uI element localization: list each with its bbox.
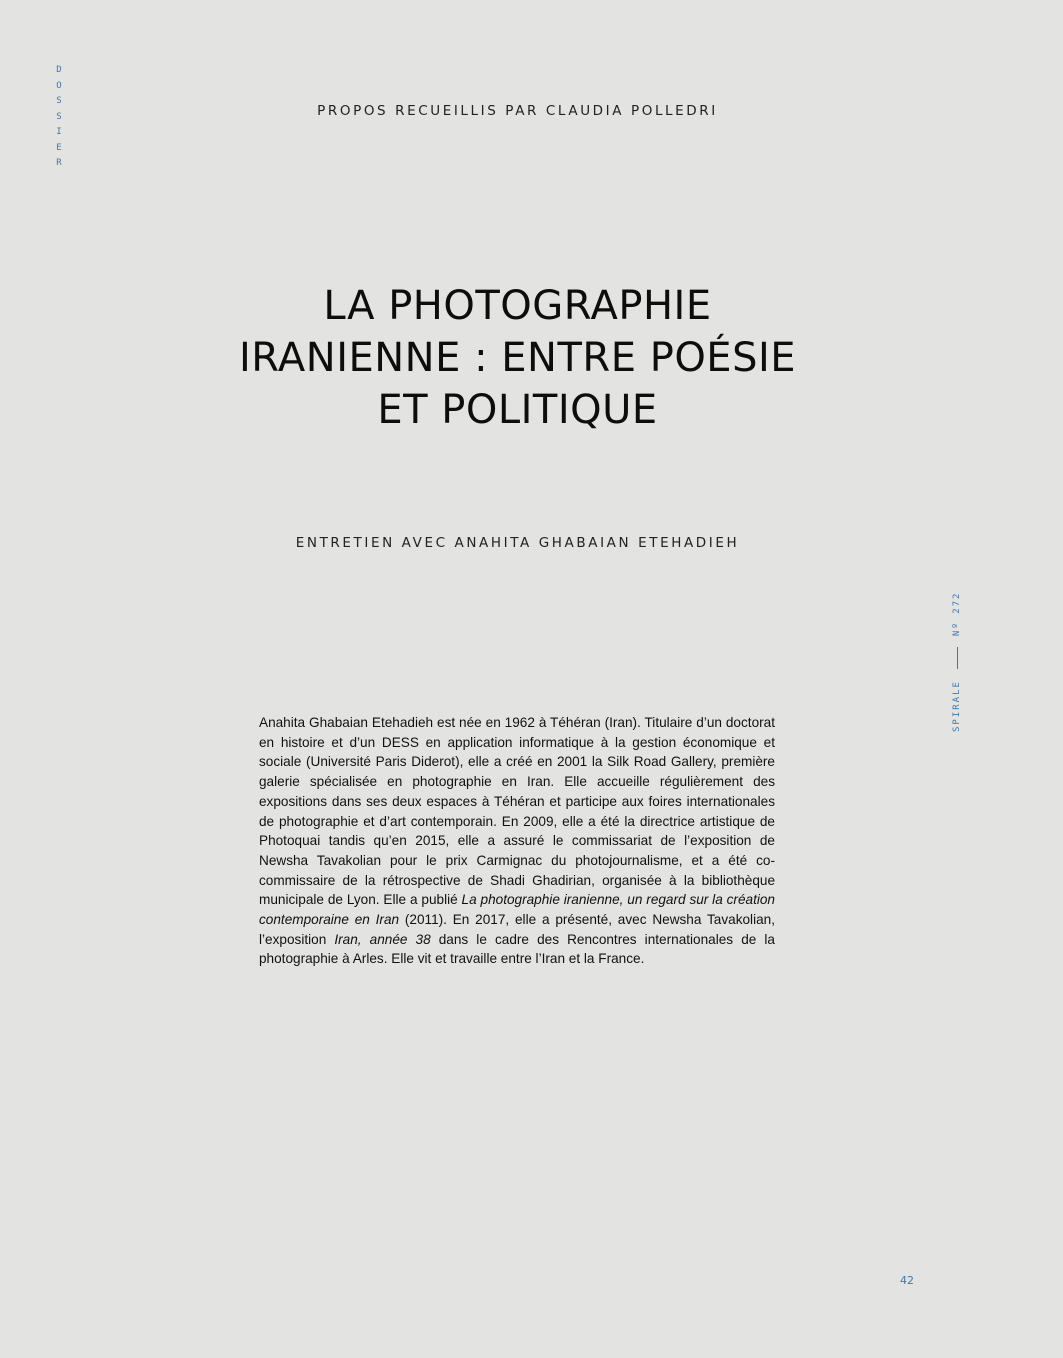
title-line: LA PHOTOGRAPHIE: [323, 283, 712, 329]
exhibition-title: Iran, année 38: [334, 931, 431, 947]
book-title: La photographie iranienne, un regard sur la création contemporaine en Iran: [259, 892, 775, 928]
page-number: 42: [900, 1274, 914, 1287]
section-letter: I: [56, 127, 62, 137]
title-line: IRANIENNE : ENTRE POÉSIE: [238, 335, 797, 381]
intro-paragraph: [259, 713, 775, 969]
section-letter: O: [56, 80, 62, 91]
title-line: ET POLITIQUE: [377, 387, 658, 433]
section-letter: S: [56, 111, 62, 122]
intro-text: dans le cadre des Rencontres internationales de la photographie à Arles. Elle vit et travaille entre l’Iran et la France.: [259, 931, 775, 967]
article-subtitle: ENTRETIEN AVEC ANAHITA GHABAIAN ETEHADIEH: [295, 535, 740, 551]
byline: PROPOS RECUEILLIS PAR CLAUDIA POLLEDRI: [317, 103, 718, 119]
section-letter: E: [56, 142, 62, 153]
article-title: [0, 280, 1035, 436]
intro-text: Anahita Ghabaian Etehadieh est née en 1962 à Téhéran (Iran). Titulaire d’un doctorat en histoire et d’un DESS en application informatique à la gestion économique et sociale (Université Paris Diderot), elle a créé en 2001 la Silk Road Gallery, première galerie spécialisée en photographie en Iran. Elle accueille régulièrement des expositions dans ses deux espaces à Téhéran et participe aux foires internationales de photographie et d’art contemporain. En 2009, elle a été la directrice artistique de Photoquai tandis qu’en 2015, elle a assuré le commissariat de l’exposition de Newsha Tavakolian pour le prix Carmignac du photojournalisme, et a été co-commissaire de la rétrospective de Shadi Ghadirian, organisée à la bibliothèque municipale de Lyon. Elle a publié: [259, 715, 775, 908]
section-letter: D: [56, 65, 62, 75]
section-letter: R: [56, 158, 62, 168]
issue-number: Nº 272: [952, 591, 962, 637]
section-letter: S: [56, 96, 62, 106]
spine-label: [952, 592, 962, 732]
intro-text: (2011). En 2017, elle a présenté, avec Newsha Tavakolian, l’exposition: [259, 912, 775, 947]
magazine-name: SPIRALE: [952, 680, 962, 732]
spine-dash: [957, 647, 958, 669]
